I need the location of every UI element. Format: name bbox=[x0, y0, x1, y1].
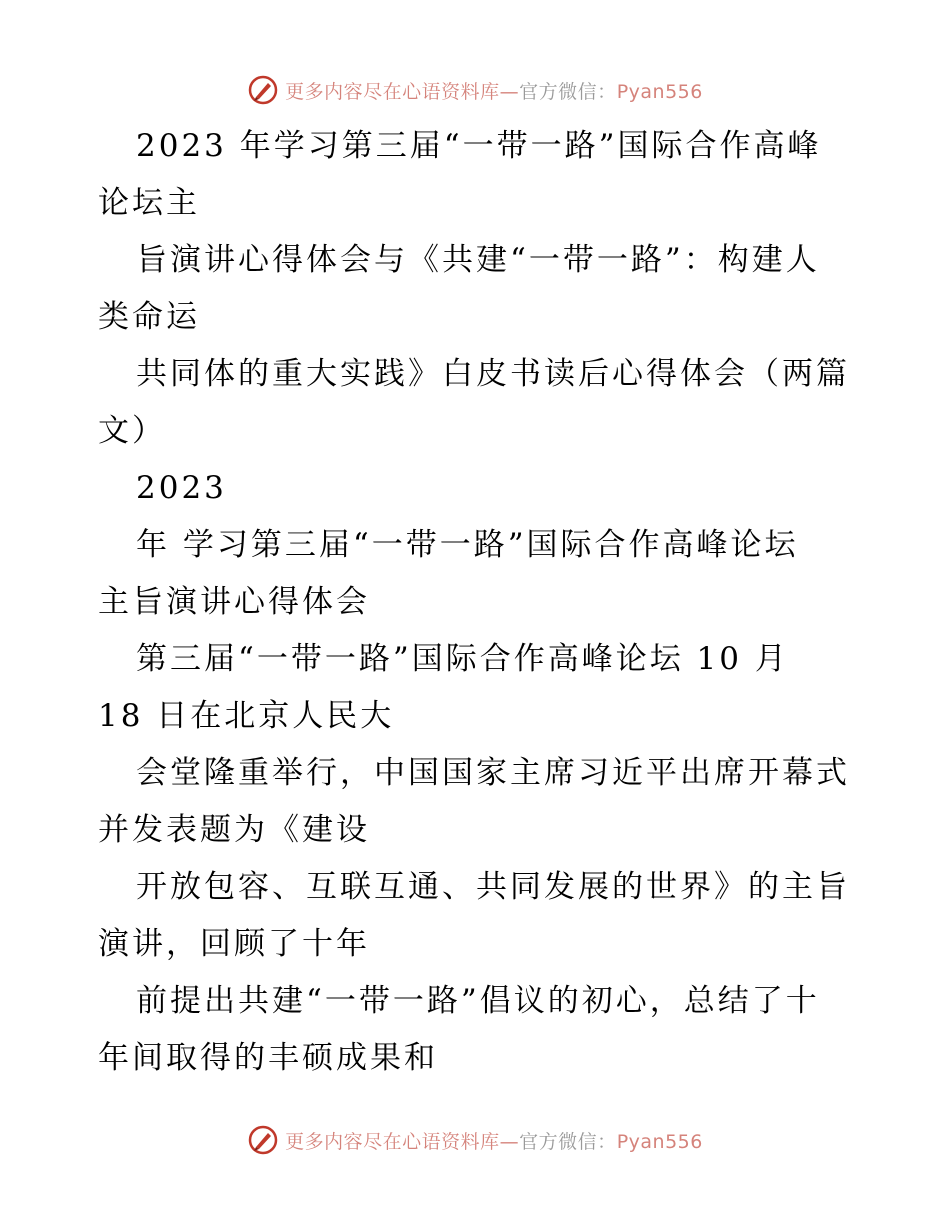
watermark-id: Pyan556 bbox=[616, 1130, 703, 1153]
text-line: 并发表题为《建设 bbox=[98, 812, 370, 848]
watermark-official: 官方微信： bbox=[519, 1130, 617, 1153]
text-line: 类命运 bbox=[98, 299, 200, 335]
text-line: 论坛主 bbox=[98, 185, 200, 221]
text-line: 开放包容、互联互通、共同发展的世界》的主旨 bbox=[136, 869, 850, 905]
watermark-brand: 更多内容尽在心语资料库 bbox=[285, 80, 500, 103]
text-line: 演讲，回顾了十年 bbox=[98, 926, 370, 962]
text-line: 前提出共建“一带一路”倡议的初心，总结了十 bbox=[136, 983, 820, 1019]
text-line: 共同体的重大实践》白皮书读后心得体会（两篇 bbox=[136, 356, 850, 392]
document-body bbox=[98, 118, 858, 1087]
text-line: 文） bbox=[98, 413, 166, 449]
text-line: 会堂隆重举行，中国国家主席习近平出席开幕式 bbox=[136, 755, 850, 791]
text-line: 年间取得的丰硕成果和 bbox=[98, 1040, 438, 1076]
watermark-separator: — bbox=[499, 1130, 520, 1153]
pen-logo-icon bbox=[247, 1124, 279, 1156]
watermark-official: 官方微信： bbox=[519, 80, 617, 103]
text-line: 2023 bbox=[136, 470, 227, 506]
pen-logo-icon bbox=[247, 74, 279, 106]
watermark-brand: 更多内容尽在心语资料库 bbox=[285, 1130, 500, 1153]
text-line: 主旨演讲心得体会 bbox=[98, 584, 370, 620]
text-line: 旨演讲心得体会与《共建“一带一路”：构建人 bbox=[136, 242, 820, 278]
watermark-separator: — bbox=[499, 80, 520, 103]
watermark-text bbox=[285, 1127, 703, 1154]
text-line: 18 日在北京人民大 bbox=[98, 698, 395, 734]
watermark-text bbox=[285, 77, 703, 104]
text-line: 年 学习第三届“一带一路”国际合作高峰论坛 bbox=[136, 527, 799, 563]
watermark-id: Pyan556 bbox=[616, 80, 703, 103]
footer-watermark bbox=[0, 1120, 950, 1160]
text-line: 2023 年学习第三届“一带一路”国际合作高峰 bbox=[136, 128, 822, 164]
text-line: 第三届“一带一路”国际合作高峰论坛 10 月 bbox=[136, 641, 789, 677]
header-watermark bbox=[0, 70, 950, 110]
